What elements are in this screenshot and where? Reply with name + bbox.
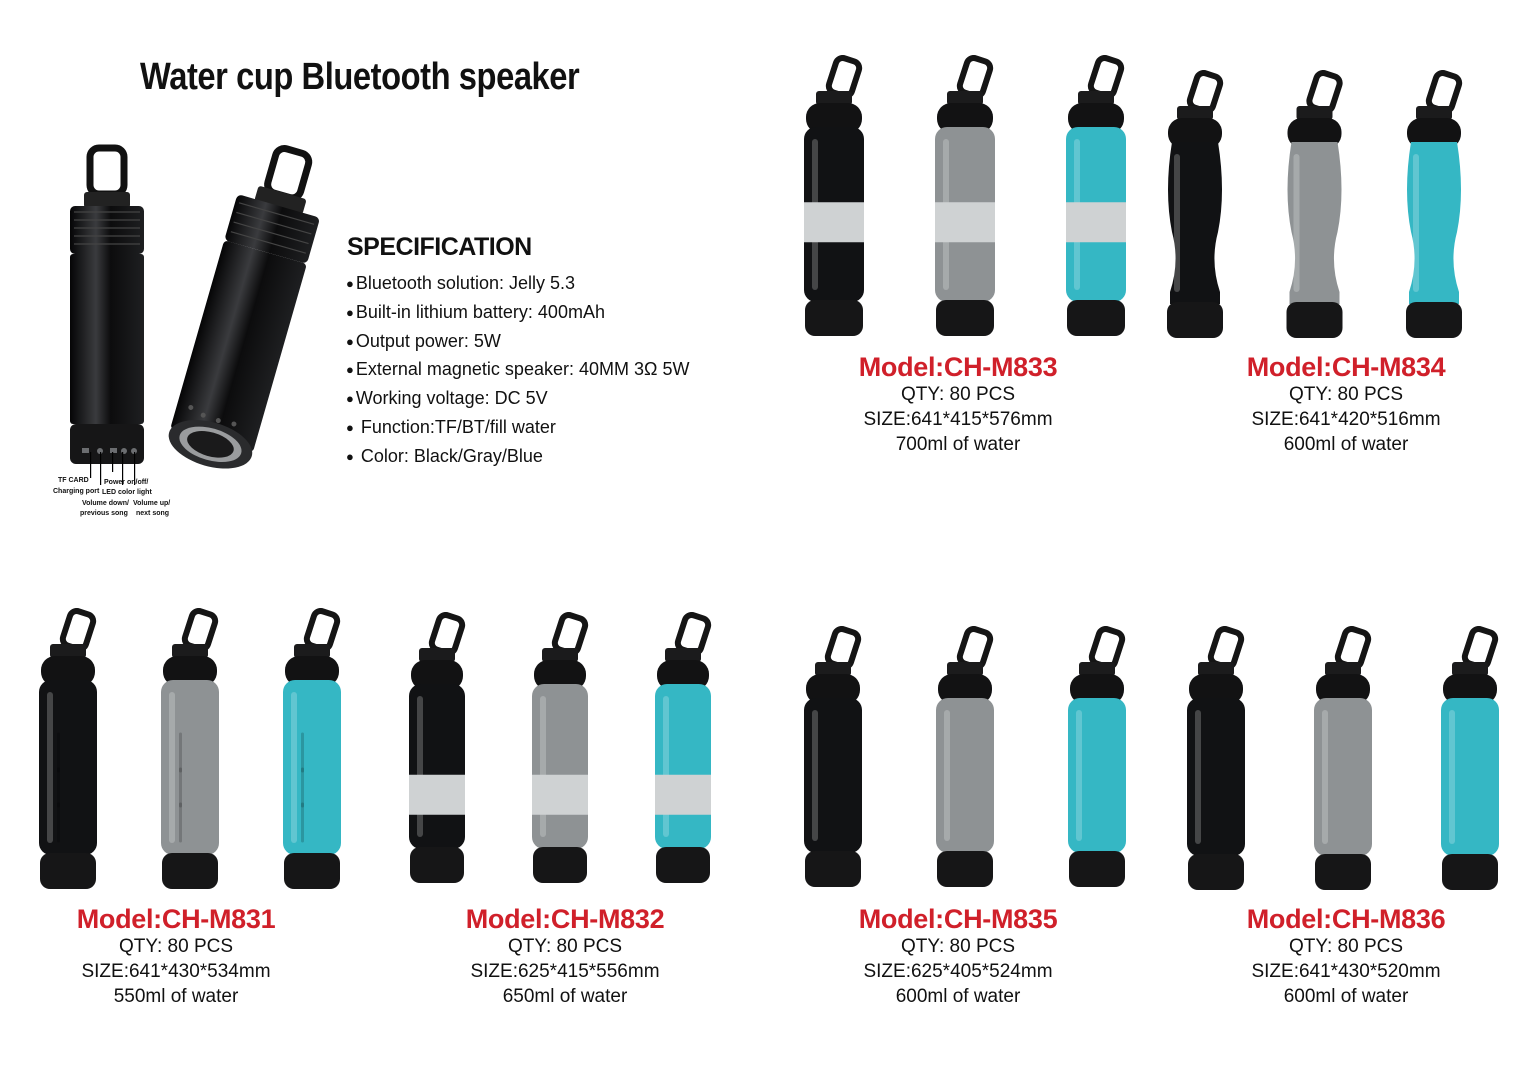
bottle-group-svg <box>35 608 345 893</box>
model-qty: QTY: 80 PCS <box>507 936 623 957</box>
bottle-blue <box>1066 56 1126 336</box>
bottle-black <box>804 627 862 887</box>
product-image-m835 <box>800 626 1130 891</box>
bottle-black <box>1167 71 1223 338</box>
spec-item: ● Built-in lithium battery: 400mAh <box>346 299 689 328</box>
spec-item: ● Output power: 5W <box>346 328 689 357</box>
specification-title: SPECIFICATION <box>347 233 532 261</box>
callout-previous-song: previous song <box>80 510 128 517</box>
hero-product-image <box>60 140 340 485</box>
model-name: Model:CH-M832 <box>465 904 665 934</box>
bottle-group-svg <box>1183 626 1503 894</box>
model-capacity: 600ml of water <box>1283 986 1409 1007</box>
callout-next-song: next song <box>136 510 170 517</box>
model-size: SIZE:641*430*520mm <box>1251 961 1441 982</box>
bottle-gray <box>935 56 995 336</box>
model-size: SIZE:641*430*534mm <box>81 961 271 982</box>
product-image-m831 <box>35 608 345 893</box>
callout-power: Power on/off/ <box>104 479 149 486</box>
callout-charging-port: Charging port <box>53 488 100 495</box>
product-image-m836 <box>1183 626 1503 894</box>
spec-item: ● Bluetooth solution: Jelly 5.3 <box>346 270 689 299</box>
model-qty: QTY: 80 PCS <box>1288 936 1404 957</box>
model-capacity: 600ml of water <box>895 986 1021 1007</box>
model-block-m833 <box>808 352 1108 457</box>
model-name: Model:CH-M833 <box>858 352 1058 382</box>
bottle-blue <box>283 609 341 889</box>
model-block-m832 <box>415 904 715 1009</box>
model-qty: QTY: 80 PCS <box>900 936 1016 957</box>
bottle-black <box>804 56 864 336</box>
product-image-m833 <box>800 55 1130 340</box>
model-size: SIZE:641*420*516mm <box>1251 409 1441 430</box>
bottle-blue <box>655 613 711 883</box>
model-capacity: 700ml of water <box>895 434 1021 455</box>
model-block-m835 <box>808 904 1108 1009</box>
callout-volume-down: Volume down/ <box>82 500 129 507</box>
bottle-black <box>39 609 97 889</box>
bottle-blue <box>1441 627 1499 890</box>
model-name: Model:CH-M831 <box>76 904 276 934</box>
model-block-m836 <box>1196 904 1496 1009</box>
model-capacity: 550ml of water <box>113 986 239 1007</box>
bottle-group-svg <box>405 612 715 887</box>
model-qty: QTY: 80 PCS <box>900 384 1016 405</box>
bottle-gray <box>1287 71 1343 338</box>
model-name: Model:CH-M834 <box>1246 352 1446 382</box>
bottle-black <box>1187 627 1245 890</box>
model-size: SIZE:625*415*556mm <box>470 961 660 982</box>
bottle-black <box>409 613 465 883</box>
bottle-gray <box>161 609 219 889</box>
product-image-m834 <box>1162 70 1467 342</box>
spec-item: ● Working voltage: DC 5V <box>346 385 689 414</box>
bottle-gray <box>532 613 588 883</box>
specification-list <box>346 270 689 472</box>
model-name: Model:CH-M836 <box>1246 904 1446 934</box>
model-size: SIZE:625*405*524mm <box>863 961 1053 982</box>
model-size: SIZE:641*415*576mm <box>863 409 1053 430</box>
callout-volume-up: Volume up/ <box>133 500 171 507</box>
callout-tf-card: TF CARD <box>58 477 89 484</box>
spec-item: ● Function:TF/BT/fill water <box>346 414 689 443</box>
model-capacity: 600ml of water <box>1283 434 1409 455</box>
model-block-m834 <box>1196 352 1496 457</box>
model-qty: QTY: 80 PCS <box>1288 384 1404 405</box>
product-image-m832 <box>405 612 715 887</box>
bottle-group-svg <box>800 55 1130 340</box>
spec-item: ● External magnetic speaker: 40MM 3Ω 5W <box>346 356 689 385</box>
bottle-group-svg <box>1162 70 1467 342</box>
bottle-gray <box>1314 627 1372 890</box>
model-capacity: 650ml of water <box>502 986 628 1007</box>
model-block-m831 <box>26 904 326 1009</box>
bottle-group-svg <box>800 626 1130 891</box>
bottle-gray <box>936 627 994 887</box>
callout-led: LED color light <box>102 489 152 496</box>
model-name: Model:CH-M835 <box>858 904 1058 934</box>
bottle-blue <box>1406 71 1462 338</box>
model-qty: QTY: 80 PCS <box>118 936 234 957</box>
page-title: Water cup Bluetooth speaker <box>140 56 580 98</box>
spec-item: ● Color: Black/Gray/Blue <box>346 443 689 472</box>
bottle-blue <box>1068 627 1126 887</box>
